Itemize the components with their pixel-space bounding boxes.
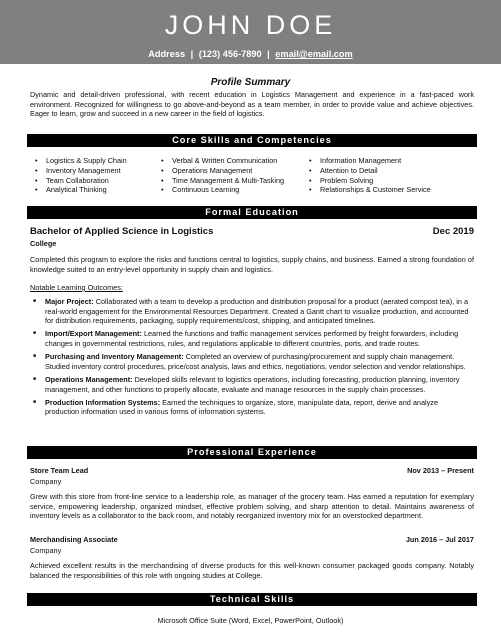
address-text: Address <box>148 49 186 59</box>
job-header <box>30 535 474 545</box>
email-link[interactable]: email@email.com <box>275 49 353 59</box>
job-role: Store Team Lead <box>30 466 89 475</box>
outcome-item <box>30 297 474 326</box>
contact-separator: | <box>190 49 194 59</box>
skill-item: • Attention to Detail <box>306 166 474 176</box>
technical-skills-text: Microsoft Office Suite (Word, Excel, PowerPoint, Outlook) <box>157 616 344 625</box>
contact-separator: | <box>267 49 270 59</box>
technical-skills-heading: Technical Skills <box>27 593 477 606</box>
core-skills-heading: Core Skills and Competencies <box>27 134 477 147</box>
contact-line <box>0 48 501 60</box>
outcome-text: Learned the functions and traffic management services performed by freight forwarders, including changes in governmental restrictions, rules, and regulations applicable to different countries, ports, and trade routes. <box>45 329 459 348</box>
skill-item: • Time Management & Multi-Tasking <box>158 176 306 186</box>
skills-column-1 <box>30 156 158 195</box>
school-name: College <box>30 239 57 248</box>
core-skills-list <box>30 156 474 195</box>
phone-text: (123) 456-7890 <box>198 49 262 59</box>
job-dates: Jun 2016 – Jul 2017 <box>405 535 474 544</box>
outcomes-label: Notable Learning Outcomes: <box>30 283 123 292</box>
outcome-item <box>30 352 474 371</box>
job-company: Company <box>30 477 62 486</box>
profile-summary-title: Profile Summary <box>210 77 291 88</box>
skill-item: • Team Collaboration <box>32 176 158 186</box>
job-role: Merchandising Associate <box>30 535 118 544</box>
experience-heading: Professional Experience <box>27 446 477 459</box>
skill-item: • Problem Solving <box>306 176 474 186</box>
profile-summary-text: Dynamic and detail-driven professional, with recent education in Logistics Management and experience in a fast-paced work environment. Recognized for willingness to go above-and-beyond as a team member, in order to provide value and achieve objectives. Eager to learn, grow and succeed in a new career in the field of logistics. <box>30 90 474 119</box>
outcome-label: Operations Management: <box>45 374 133 384</box>
degree-title: Bachelor of Applied Science in Logistics <box>30 226 214 237</box>
outcome-label: Production Information Systems: <box>45 397 161 407</box>
job-description: Achieved excellent results in the merchandising of diverse products for this well-known consumer packaged goods company. Notably balanced the responsibilities of this role with ongoing studies at College. <box>30 561 474 580</box>
skill-item: • Analytical Thinking <box>32 185 158 195</box>
skill-item: • Operations Management <box>158 166 306 176</box>
outcome-text: Completed an overview of purchasing/procurement and supply chain management. Studied inventory control procedures, price/cost analysis, laws and ethics, negotiations, vendor selection and vendor relationships. <box>45 352 466 371</box>
outcome-label: Import/Export Management: <box>45 329 142 339</box>
skill-item: • Inventory Management <box>32 166 158 176</box>
degree-row <box>30 226 474 239</box>
job-company: Company <box>30 546 62 555</box>
skill-item: • Continuous Learning <box>158 185 306 195</box>
skill-item: • Relationships & Customer Service <box>306 185 474 195</box>
resume-header <box>0 0 501 64</box>
job-header <box>30 466 474 476</box>
outcomes-list <box>30 297 474 420</box>
outcome-item <box>30 375 474 394</box>
outcome-text: Collaborated with a team to develop a production and distribution proposal for a product (aerated compost tea), in a real-world engagement for the Environmental Resources Department. Created a Gantt chart to visualize production, and accounted for distribution requirements, packaging, supply requirements/cost, shipping, and anticipated timelines. <box>45 297 469 326</box>
outcome-text: Earned the techniques to organize, store, manipulate data, report, derive and analyze production information used in various forms of information systems. <box>45 397 439 417</box>
education-heading: Formal Education <box>27 206 477 219</box>
skill-item: • Information Management <box>306 156 474 166</box>
skill-item: • Verbal & Written Communication <box>158 156 306 166</box>
outcome-item <box>30 329 474 348</box>
outcome-label: Purchasing and Inventory Management: <box>45 352 184 362</box>
outcome-item <box>30 398 474 417</box>
outcome-text: Developed skills relevant to logistics operations, including forecasting, production planning, inventory management, and other functions to properly allocate, evaluate and manage resources in the supply chain processes. <box>45 374 460 394</box>
candidate-name: JOHN DOE <box>164 10 337 40</box>
outcome-label: Major Project: <box>45 297 94 306</box>
skill-item: • Logistics & Supply Chain <box>32 156 158 166</box>
degree-date: Dec 2019 <box>432 226 474 237</box>
job-dates: Nov 2013 – Present <box>407 466 474 475</box>
education-description: Completed this program to explore the risks and functions central to logistics, supply chains, and business. Earned a strong foundation of knowledge suited to an entry-level opportunity in supply chain and logistics. <box>30 255 474 274</box>
skills-column-3 <box>306 156 474 195</box>
job-description: Grew with this store from front-line service to a leadership role, as manager of the grocery team. Has earned a reputation for exemplary service, empowering leadership, organized mindset, effective problem solving, and sharp attention to detail. Maintains awareness of inventory levels as a collaborator to the back room, and notably reorganized inventory mix for an overstocked department. <box>30 492 474 521</box>
skills-column-2 <box>158 156 306 195</box>
